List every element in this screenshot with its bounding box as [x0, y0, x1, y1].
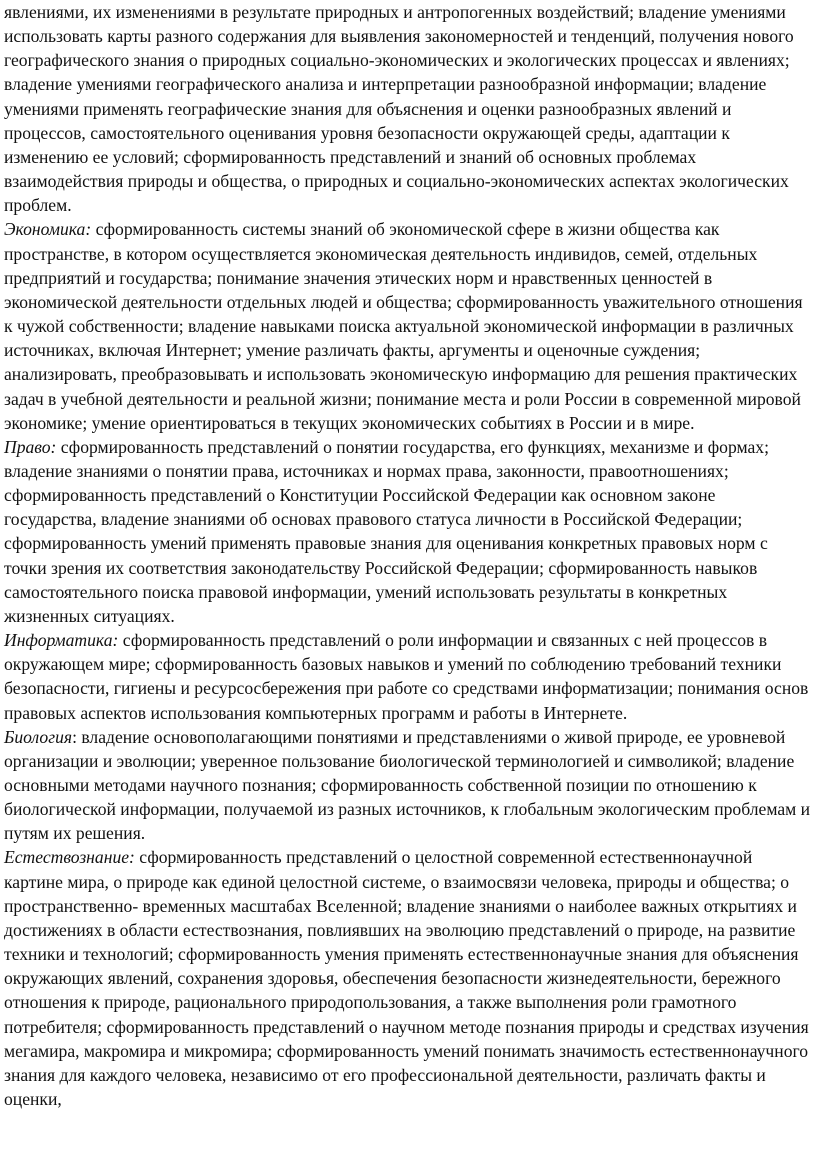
paragraph-text: сформированность представлений о понятии государства, его функциях, механизме и формах; владение знаниями о понятии права, источниках и нормах права, законности, правоотношениях; сформированность представлений о Конституции Российской Федерации как основном законе государства, владение знаниями об основах правового статуса личности в Российской Федерации; сформированность умений применять правовые знания для оценивания конкретных правовых норм с точки зрения их соответствия законодательству Российской Федерации; сформированность навыков самостоятельного поиска правовой информации, умений использовать результаты в конкретных жизненных ситуациях. [4, 436, 769, 626]
subject-heading-economics: Экономика: [4, 219, 92, 240]
subject-heading-informatics: Информатика: [4, 630, 119, 651]
subject-heading-natural-science: Естествознание: [4, 847, 135, 868]
paragraph-text: : владение основополагающими понятиями и представлениями о живой природе, ее уровневой организации и эволюции; уверенное пользование биологической терминологией и символикой; владение основными методами научного познания; сформированность собственной позиции по отношению к биологической информации, получаемой из разных источников, к глобальным экологическим проблемам и путям их решения. [4, 726, 811, 844]
paragraph-text: сформированность представлений о целостной современной естественнонаучной картине мира, о природе как единой целостной системе, о взаимосвязи человека, природы и общества; о пространственно- временных масштабах Вселенной; владение знаниями о наиболее важных открытиях и достижениях в области естествознания, повлиявших на эволюцию представлений о природе, на развитие техники и технологий; сформированность умения применять естественнонаучные знания для объяснения окружающих явлений, сохранения здоровья, обеспечения безопасности жизнедеятельности, бережного отношения к природе, рационального природопользования, а также выполнения роли грамотного потребителя; сформированность представлений о научном методе познания природы и средствах изучения мегамира, макромира и микромира; сформированность умений понимать значимость естественнонаучного знания для каждого человека, независимо от его профессиональной деятельности, различать факты и оценки, [4, 847, 809, 1110]
paragraph-informatics [4, 628, 812, 725]
paragraph-text: явлениями, их изменениями в результате природных и антропогенных воздействий; владение умениями использовать карты разного содержания для выявления закономерностей и тенденций, получения нового географического знания о природных социально-экономических и экологических процессах и явлениях; владение умениями географического анализа и интерпретации разнообразной информации; владение умениями применять географические знания для объяснения и оценки разнообразных явлений и процессов, самостоятельного оценивания уровня безопасности окружающей среды, адаптации к изменению ее условий; сформированность представлений и знаний об основных проблемах взаимодействия природы и общества, о природных и социально-экономических аспектах экологических проблем. [4, 2, 794, 216]
paragraph-biology [4, 725, 812, 846]
subject-heading-biology: Биология [4, 726, 73, 747]
paragraph-text: сформированность представлений о роли информации и связанных с ней процессов в окружающем мире; сформированность базовых навыков и умений по соблюдению требований техники безопасности, гигиены и ресурсосбережения при работе со средствами информатизации; понимания основ правовых аспектов использования компьютерных программ и работы в Интернете. [4, 630, 809, 723]
paragraph-economics [4, 217, 812, 434]
paragraph-law [4, 435, 812, 628]
paragraph-natural-science [4, 845, 812, 1111]
paragraph-geography-continued [4, 0, 812, 217]
subject-heading-law: Право: [4, 436, 57, 457]
paragraph-text: сформированность системы знаний об экономической сфере в жизни общества как пространстве, в котором осуществляется экономическая деятельность индивидов, семей, отдельных предприятий и государства; понимание значения этических норм и нравственных ценностей в экономической деятельности отдельных людей и общества; сформированность уважительного отношения к чужой собственности; владение навыками поиска актуальной экономической информации в различных источниках, включая Интернет; умение различать факты, аргументы и оценочные суждения; анализировать, преобразовывать и использовать экономическую информацию для решения практических задач в учебной деятельности и реальной жизни; понимание места и роли России в современной мировой экономике; умение ориентироваться в текущих экономических событиях в России и в мире. [4, 219, 803, 433]
